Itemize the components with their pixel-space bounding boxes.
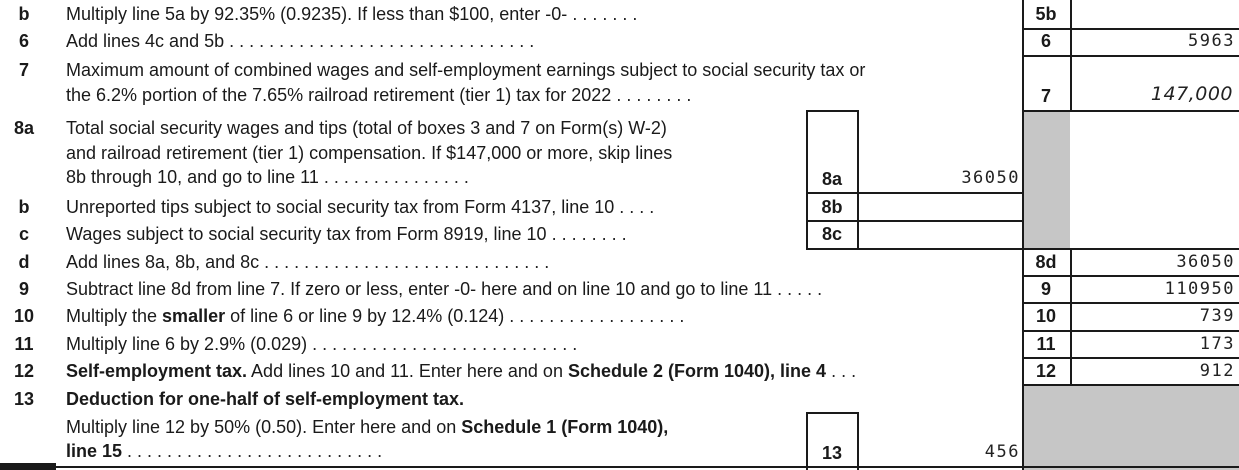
box-label: 8b <box>821 197 843 217</box>
line-text: Multiply the smaller of line 6 or line 9 by 12.4% (0.124) . . . . . . . . . . . . . . . . . . <box>66 306 685 326</box>
line-text: Total social security wages and tips (total of boxes 3 and 7 on Form(s) W-2) <box>66 118 667 138</box>
line-number: 8a <box>13 118 35 138</box>
box-label: 8a <box>821 169 843 189</box>
divider <box>1022 110 1239 112</box>
box-label: 10 <box>1035 306 1057 326</box>
box-label: 9 <box>1040 279 1051 299</box>
line-number: c <box>18 224 29 244</box>
box-label: 7 <box>1040 86 1051 106</box>
divider <box>0 466 1239 468</box>
line-number: 6 <box>18 31 29 51</box>
line-number: 12 <box>13 361 35 381</box>
amount-field-9[interactable]: 110950 <box>1164 279 1235 299</box>
amount-field-8d[interactable]: 36050 <box>1176 252 1235 272</box>
divider <box>806 192 1023 194</box>
line-text: Self-employment tax. Add lines 10 and 11. Enter here and on Schedule 2 (Form 1040), line 4 . . . <box>66 361 857 381</box>
line-text: the 6.2% portion of the 7.65% railroad retirement (tier 1) tax for 2022 . . . . . . . . <box>66 85 692 105</box>
line-text: Multiply line 6 by 2.9% (0.029) . . . . . . . . . . . . . . . . . . . . . . . . . . . <box>66 334 578 354</box>
line-number: b <box>18 4 30 24</box>
line-text: Add lines 4c and 5b . . . . . . . . . . . . . . . . . . . . . . . . . . . . . . . <box>66 31 535 51</box>
line-text: line 15 . . . . . . . . . . . . . . . . . . . . . . . . . . <box>66 441 383 461</box>
box-label: 11 <box>1036 334 1056 354</box>
line-text: Multiply line 12 by 50% (0.50). Enter here and on Schedule 1 (Form 1040), <box>66 417 669 437</box>
page-mark <box>0 463 56 470</box>
line-text: Maximum amount of combined wages and self-employment earnings subject to social security tax or <box>66 60 866 80</box>
amount-field-11[interactable]: 173 <box>1199 334 1235 354</box>
amount-field-13[interactable]: 456 <box>984 442 1020 462</box>
box-label: 12 <box>1035 361 1057 381</box>
amount-field-8a[interactable]: 36050 <box>961 168 1020 188</box>
line-text: Multiply line 5a by 92.35% (0.9235). If less than $100, enter -0- . . . . . . . <box>66 4 638 24</box>
divider <box>1070 248 1072 384</box>
shaded-area-8 <box>1022 110 1070 248</box>
line-heading: Deduction for one-half of self-employment tax. <box>66 389 465 409</box>
line-number: 9 <box>18 279 29 299</box>
line-text: Subtract line 8d from line 7. If zero or less, enter -0- here and on line 10 and go to line 11 . . . . . <box>66 279 823 299</box>
line-number: 10 <box>13 306 35 326</box>
line-number: b <box>18 197 30 217</box>
line-number: 11 <box>14 334 34 354</box>
box-label: 13 <box>821 443 843 463</box>
box-label: 5b <box>1035 4 1057 24</box>
line-text: Wages subject to social security tax from Form 8919, line 10 . . . . . . . . <box>66 224 627 244</box>
amount-field-10[interactable]: 739 <box>1199 306 1235 326</box>
divider <box>806 110 858 112</box>
line-text: Add lines 8a, 8b, and 8c . . . . . . . . . . . . . . . . . . . . . . . . . . . . . <box>66 252 550 272</box>
divider <box>806 248 1023 250</box>
box-label: 6 <box>1040 31 1051 51</box>
divider <box>806 412 858 414</box>
line-text: 8b through 10, and go to line 11 . . . . . . . . . . . . . . . <box>66 167 469 187</box>
amount-field-6[interactable]: 5963 <box>1188 31 1235 51</box>
line-number: d <box>18 252 30 272</box>
amount-field-7[interactable]: 147,000 <box>1150 83 1233 105</box>
line-number: 13 <box>13 389 35 409</box>
box-label: 8c <box>821 224 843 244</box>
box-label: 8d <box>1035 252 1057 272</box>
amount-field-12[interactable]: 912 <box>1199 361 1235 381</box>
shaded-area-13 <box>1022 384 1239 470</box>
divider <box>1022 55 1239 57</box>
divider <box>1022 0 1024 470</box>
line-text: Unreported tips subject to social security tax from Form 4137, line 10 . . . . <box>66 197 655 217</box>
divider <box>1022 384 1239 386</box>
line-text: and railroad retirement (tier 1) compensation. If $147,000 or more, skip lines <box>66 143 673 163</box>
line-number: 7 <box>18 60 29 80</box>
